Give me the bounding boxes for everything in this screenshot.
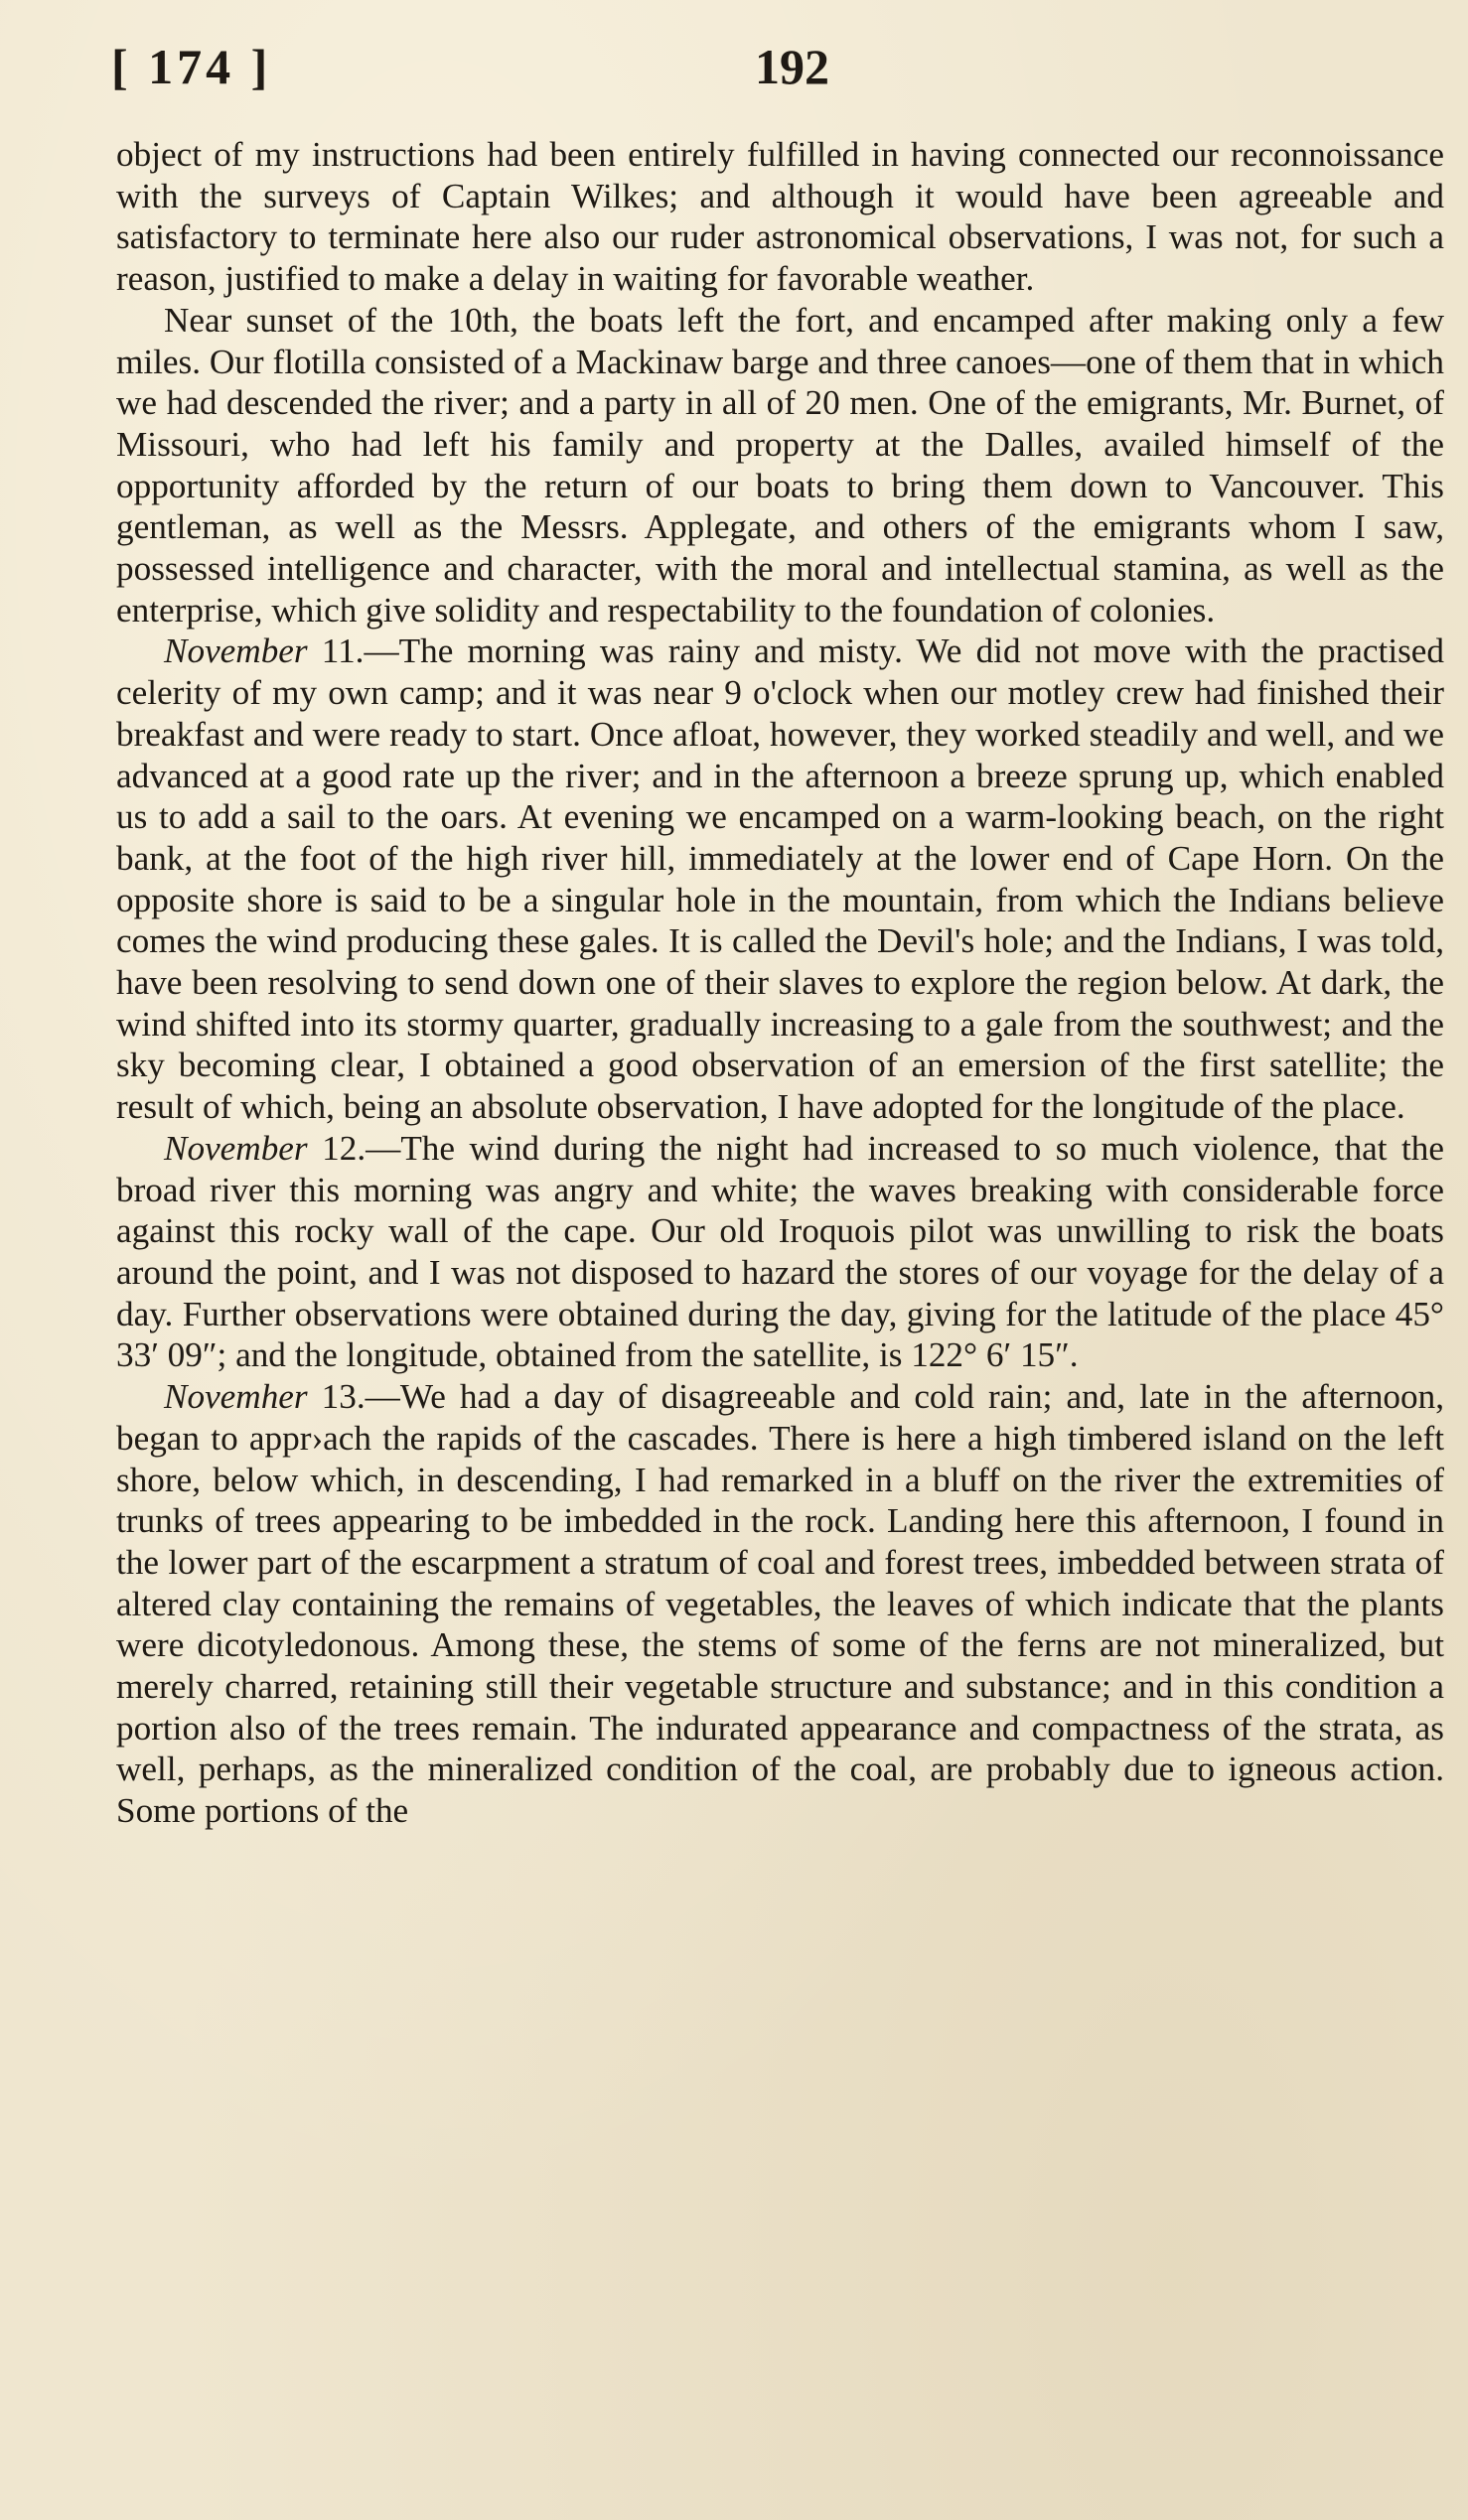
paragraph-text: 12.—The wind during the night had increased to so much violence, that the broad river this morning was angry and white; the waves breaking with considerable force against this rocky wall of the cape. Our old Iroquois pilot was unwilling to risk the boats around the point, and I was not disposed to hazard the stores of our voyage for the delay of a day. Further observations were obtained during the day, giving for the latitude of the place 45° 33′ 09″; and the longitude, obtained from the satellite, is 122° 6′ 15″.: [116, 1128, 1444, 1375]
entry-date: November: [164, 631, 308, 671]
paragraph: [116, 134, 1444, 300]
paragraph-text: Near sunset of the 10th, the boats left the fort, and encamped after making only a few miles. Our flotilla consisted of a Mackinaw barge and three canoes—one of them that in which we had descended the river; and a party in all of 20 men. One of the emigrants, Mr. Burnet, of Missouri, who had left his family and property at the Dalles, availed himself of the opportunity afforded by the return of our boats to bring them down to Vancouver. This gentleman, as well as the Messrs. Applegate, and others of the emigrants whom I saw, possessed intelligence and character, with the moral and intellectual stamina, as well as the enterprise, which give solidity and respectability to the foundation of colonies.: [116, 300, 1444, 630]
page-header: [111, 38, 1442, 101]
paragraph-text: object of my instructions had been entirely fulfilled in having connected our reconnoissance with the surveys of Captain Wilkes; and although it would have been agreeable and satisfactory to terminate here also our ruder astronomical observations, I was not, for such a reason, justified to make a delay in waiting for favorable weather.: [116, 135, 1444, 299]
entry-date: November: [164, 1128, 308, 1168]
paragraph-text: 11.—The morning was rainy and misty. We did not move with the practised celerity of my own camp; and it was near 9 o'clock when our motley crew had finished their breakfast and were ready to start. Once afloat, however, they worked steadily and well, and we advanced at a good rate up the river; and in the afternoon a breeze sprung up, which enabled us to add a sail to the oars. At evening we encamped on a warm-looking beach, on the right bank, at the foot of the high river hill, immediately at the lower end of Cape Horn. On the opposite shore is said to be a singular hole in the mountain, from which the Indians believe comes the wind producing these gales. It is called the Devil's hole; and the Indians, I was told, have been resolving to send down one of their slaves to explore the region below. At dark, the wind shifted into its stormy quarter, gradually increasing to a gale from the southwest; and the sky becoming clear, I obtained a good observation of an emersion of the first satellite; the result of which, being an absolute observation, I have adopted for the longitude of the place.: [116, 631, 1444, 1127]
paragraph: [116, 300, 1444, 631]
bracketed-page-number: [ 174 ]: [111, 39, 272, 94]
entry-date: Novemher: [164, 1377, 308, 1417]
journal-entry-november-13: [116, 1376, 1444, 1832]
journal-entry-november-12: [116, 1128, 1444, 1376]
page-number: 192: [755, 39, 829, 94]
journal-entry-november-11: [116, 630, 1444, 1127]
body-text: [116, 134, 1444, 1832]
paragraph-text: 13.—We had a day of disagreeable and cold rain; and, late in the afternoon, began to appr›ach the rapids of the cascades. There is here a high timbered island on the left shore, below which, in descending, I had remarked in a bluff on the river the extremities of trunks of trees appearing to be imbedded in the rock. Landing here this afternoon, I found in the lower part of the escarpment a stratum of coal and forest trees, imbedded between strata of altered clay containing the remains of vegetables, the leaves of which indicate that the plants were dicotyledonous. Among these, the stems of some of the ferns are not mineralized, but merely charred, retaining still their vegetable structure and substance; and in this condition a portion also of the trees remain. The indurated appearance and compactness of the strata, as well, perhaps, as the mineralized condition of the coal, are probably due to igneous action. Some portions of the: [116, 1377, 1444, 1831]
